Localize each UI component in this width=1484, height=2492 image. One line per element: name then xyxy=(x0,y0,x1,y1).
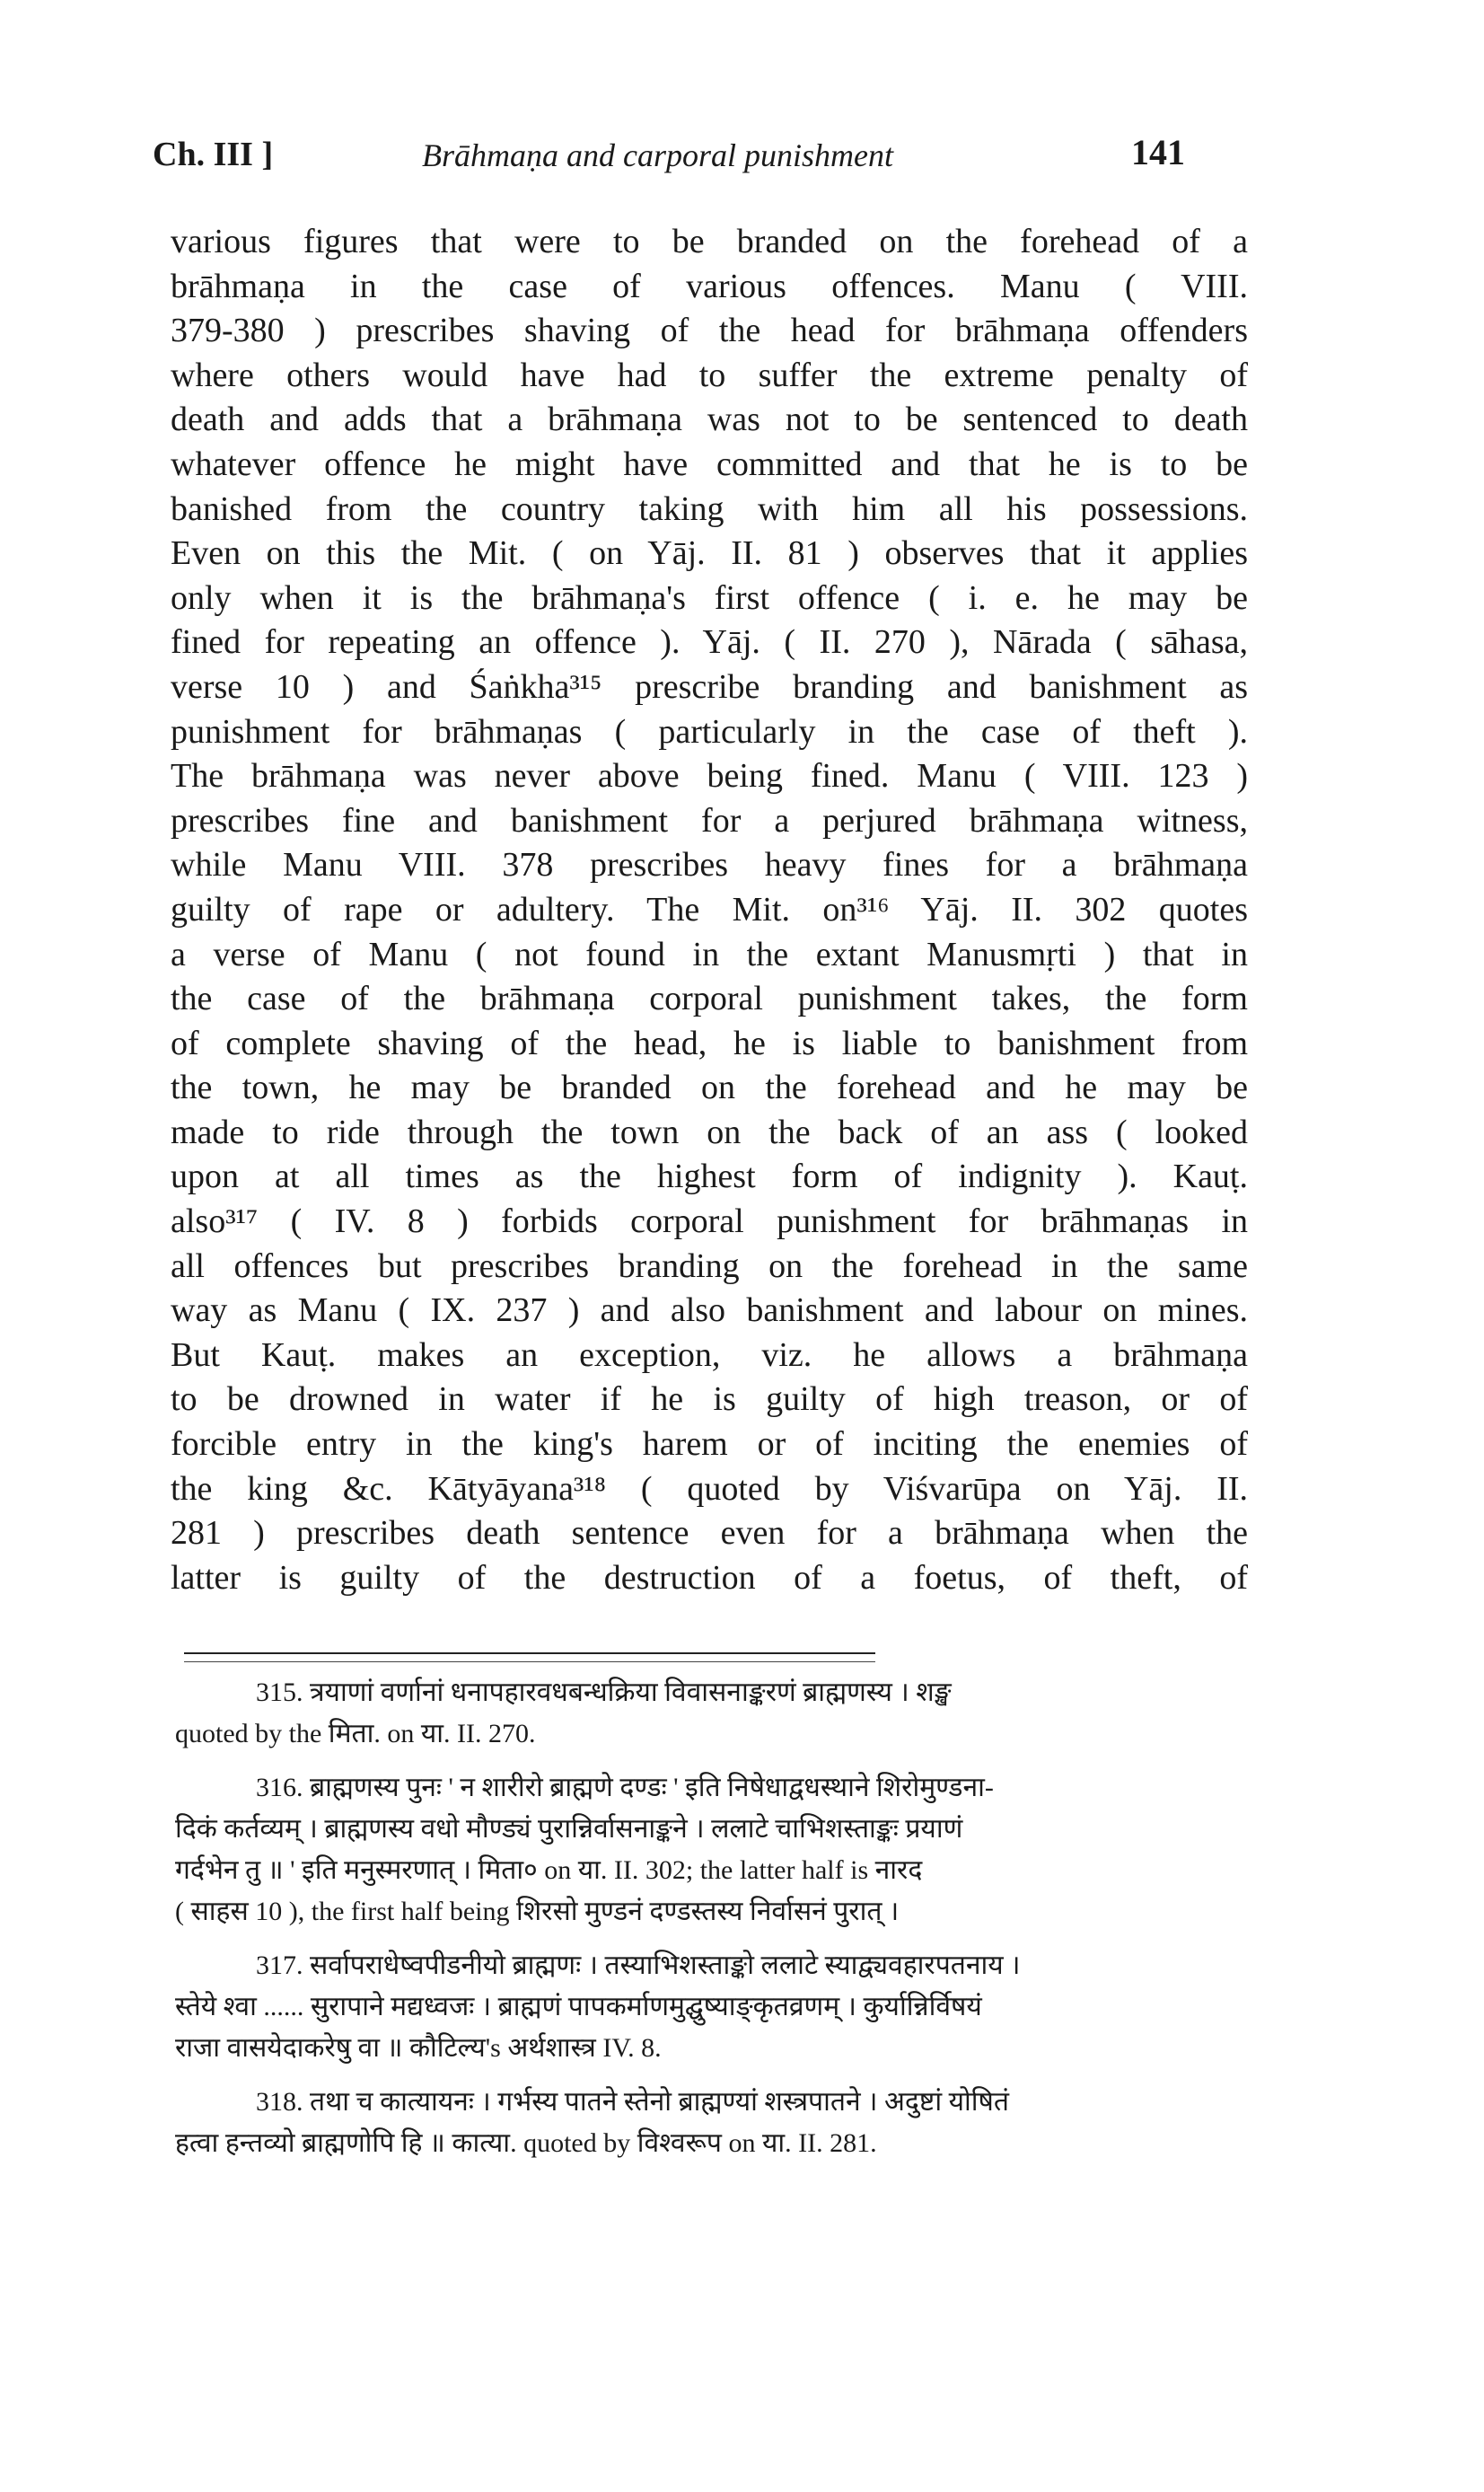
footnote-line: राजा वासयेदाकरेषु वा ॥ कौटिल्य's अर्थशास्त्र IV. 8. xyxy=(175,2033,662,2063)
text-line: made to ride through the town on the back of an ass ( looked xyxy=(171,1113,1248,1151)
text-line: 281 ) prescribes death sentence even for a brāhmaṇa when the xyxy=(171,1514,1248,1553)
footnotes xyxy=(175,1672,1243,2177)
text-line: Even on this the Mit. ( on Yāj. II. 81 ) observes that it applies xyxy=(171,534,1248,573)
text-line: the king &c. Kātyāyana³¹⁸ ( quoted by Viśvarūpa on Yāj. II. xyxy=(171,1469,1248,1508)
text-line: death and adds that a brāhmaṇa was not to be sentenced to death xyxy=(171,401,1248,439)
footnote-line: 317. सर्वापराधेष्वपीडनीयो ब्राह्मणः । तस्याभिशस्ताङ्को ललाटे स्याद्व्यवहारपतनाय । xyxy=(256,1950,1021,1980)
text-line: fined for repeating an offence ). Yāj. ( II. 270 ), Nārada ( sāhasa, xyxy=(171,623,1248,662)
text-line: latter is guilty of the destruction of a foetus, of theft, of xyxy=(171,1558,1248,1597)
text-line: a verse of Manu ( not found in the extant Manusmṛti ) that in xyxy=(171,935,1248,973)
text-line: forcible entry in the king's harem or of inciting the enemies of xyxy=(171,1425,1248,1464)
footnote-line: हत्वा हन्तव्यो ब्राह्मणोपि हि ॥ कात्या. quoted by विश्वरूप on या. II. 281. xyxy=(175,2128,877,2158)
text-line: while Manu VIII. 378 prescribes heavy fines for a brāhmaṇa xyxy=(171,846,1248,885)
footnote-line: quoted by the मिता. on या. II. 270. xyxy=(175,1719,536,1748)
text-line: guilty of rape or adultery. The Mit. on³¹⁶ Yāj. II. 302 quotes xyxy=(171,890,1248,929)
footnote-317 xyxy=(175,1945,1243,2069)
text-line: But Kauṭ. makes an exception, viz. he allows a brāhmaṇa xyxy=(171,1335,1248,1374)
page-number: 141 xyxy=(1131,132,1185,172)
footnote-316 xyxy=(175,1767,1243,1933)
footnote-line: स्तेये श्वा ...... सुरापाने मद्यध्वजः । ब्राह्मणं पापकर्माणमुद्घुष्याङ्कृतव्रणम् । कुर्यान्निर्विषयं xyxy=(175,1992,982,2021)
text-line: to be drowned in water if he is guilty of high treason, or of xyxy=(171,1380,1248,1419)
text-line: prescribes fine and banishment for a perjured brāhmaṇa witness, xyxy=(171,801,1248,840)
text-line: whatever offence he might have committed and that he is to be xyxy=(171,445,1248,483)
text-line: The brāhmaṇa was never above being fined. Manu ( VIII. 123 ) xyxy=(171,757,1248,796)
running-title: Brāhmaṇa and carporal punishment xyxy=(422,137,893,173)
footnote-line: गर्दभेन तु ॥ ' इति मनुस्मरणात् । मिता० on या. II. 302; the latter half is नारद xyxy=(175,1855,923,1885)
footnote-315 xyxy=(175,1672,1243,1755)
text-line: all offences but prescribes branding on the forehead in the same xyxy=(171,1246,1248,1285)
chapter-label: Ch. III ] xyxy=(153,136,274,173)
text-line: way as Manu ( IX. 237 ) and also banishment and labour on mines. xyxy=(171,1291,1248,1330)
text-line: the case of the brāhmaṇa corporal punishment takes, the form xyxy=(171,980,1248,1018)
main-paragraph xyxy=(171,220,1248,1600)
footnote-divider-thin xyxy=(184,1661,875,1662)
footnote-318 xyxy=(175,2082,1243,2164)
text-line: of complete shaving of the head, he is liable to banishment from xyxy=(171,1024,1248,1062)
text-line: the town, he may be branded on the forehead and he may be xyxy=(171,1069,1248,1107)
page-header xyxy=(153,132,1257,189)
footnote-divider xyxy=(184,1652,875,1654)
text-line: where others would have had to suffer the extreme penalty of xyxy=(171,356,1248,394)
footnote-line: 318. तथा च कात्यायनः । गर्भस्य पातने स्तेनो ब्राह्मण्यां शस्त्रपातने । अदुष्टां योषितं xyxy=(256,2087,1009,2117)
text-line: verse 10 ) and Śaṅkha³¹⁵ prescribe branding and banishment as xyxy=(171,667,1248,706)
footnote-line: ( साहस 10 ), the first half being शिरसो मुण्डनं दण्डस्तस्य निर्वासनं पुरात् । xyxy=(175,1897,900,1926)
text-line: various figures that were to be branded on the forehead of a xyxy=(171,223,1248,260)
footnote-line: दिकं कर्तव्यम् । ब्राह्मणस्य वधो मौण्ड्यं पुरान्निर्वासनाङ्कने । ललाटे चाभिशस्ताङ्कः प्रयाणं xyxy=(175,1814,963,1844)
text-line: upon at all times as the highest form of indignity ). Kauṭ. xyxy=(171,1158,1248,1196)
text-line: 379-380 ) prescribes shaving of the head for brāhmaṇa offenders xyxy=(171,312,1248,350)
text-line: banished from the country taking with him all his possessions. xyxy=(171,489,1248,528)
text-line: punishment for brāhmaṇas ( particularly in the case of theft ). xyxy=(171,712,1248,751)
text-line: also³¹⁷ ( IV. 8 ) forbids corporal punishment for brāhmaṇas in xyxy=(171,1202,1248,1241)
footnote-line: 316. ब्राह्मणस्य पुनः ' न शारीरो ब्राह्मणे दण्डः ' इति निषेधाद्वधस्थाने शिरोमुण्डना- xyxy=(256,1773,994,1802)
text-line: only when it is the brāhmaṇa's first offence ( i. e. he may be xyxy=(171,578,1248,617)
text-line: brāhmaṇa in the case of various offences. Manu ( VIII. xyxy=(171,267,1248,305)
footnote-line: 315. त्रयाणां वर्णानां धनापहारवधबन्धक्रिया विवासनाङ्करणं ब्राह्मणस्य । शङ्ख xyxy=(256,1677,952,1707)
